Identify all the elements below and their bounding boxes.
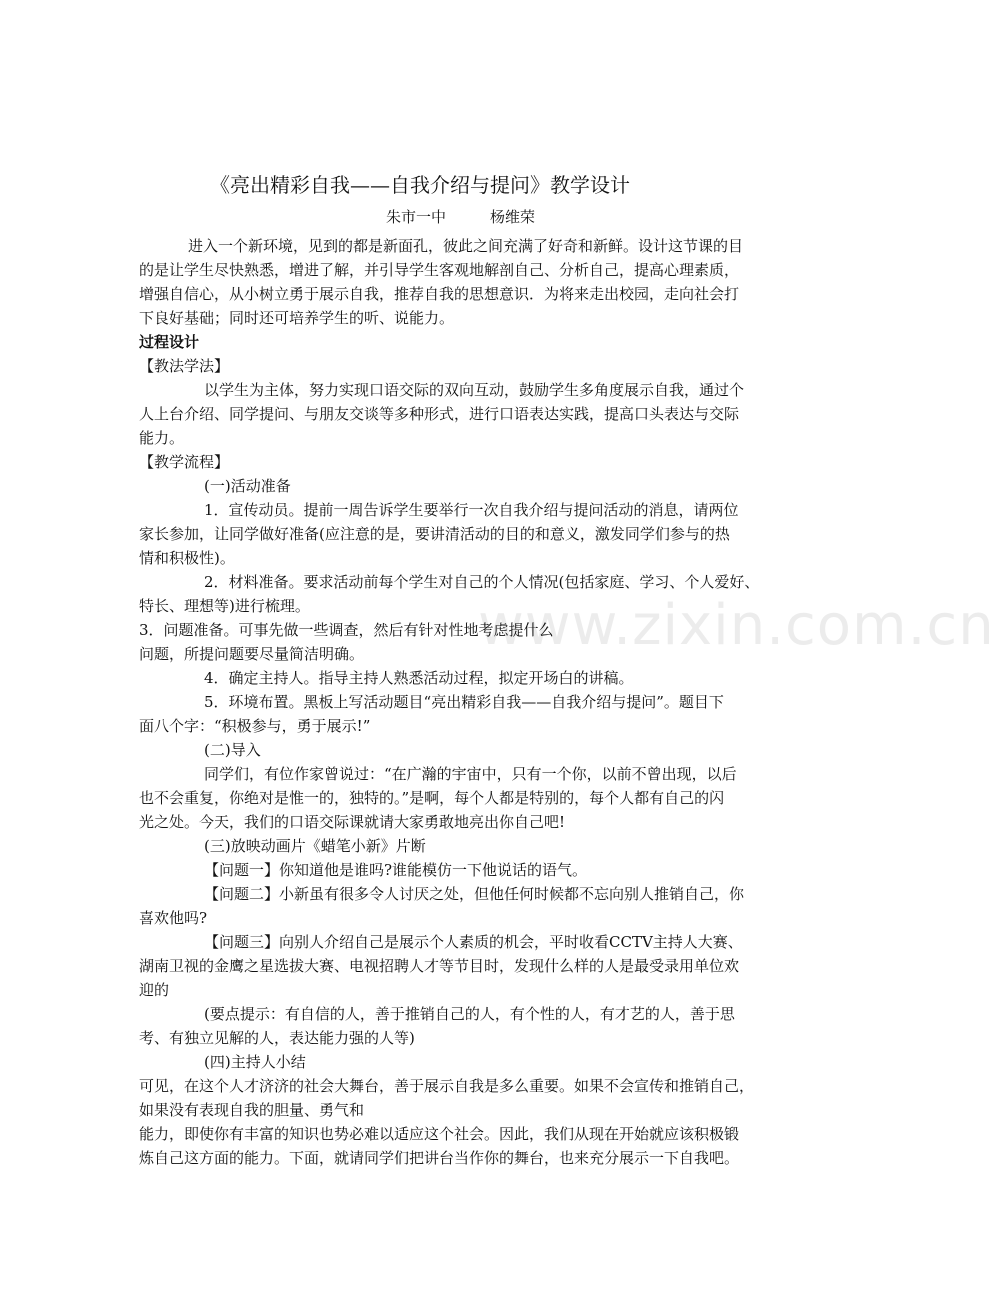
text-line: 如果没有表现自我的胆量、勇气和	[139, 1101, 365, 1119]
text-line: 能力。	[139, 429, 185, 447]
document-title: 《亮出精彩自我——自我介绍与提问》教学设计	[210, 173, 630, 197]
document-title-line	[0, 172, 920, 198]
question-line: 【问题二】小新虽有很多令人讨厌之处，但他任何时候都不忘向别人推销自己，你	[204, 885, 745, 903]
text-line: 的是让学生尽快熟悉，增进了解，并引导学生客观地解剖自己、分析自己，提高心理素质，	[139, 261, 740, 279]
text-line: 同学们，有位作家曾说过：“在广瀚的宇宙中，只有一个你，以前不曾出现，以后	[204, 765, 737, 783]
text-line: 光之处。今天，我们的口语交际课就请大家勇敢地亮出你自己吧!	[139, 813, 566, 831]
text-line: 家长参加，让同学做好准备(应注意的是，要讲清活动的目的和意义，激发同学们参与的热	[139, 525, 730, 543]
subsection-heading: 【教学流程】	[139, 453, 230, 471]
step-heading: (四)主持人小结	[204, 1053, 306, 1071]
text-line: 特长、理想等)进行梳理。	[139, 597, 310, 615]
text-line: 2．材料准备。要求活动前每个学生对自己的个人情况(包括家庭、学习、个人爱好、	[204, 573, 760, 591]
step-heading: (二)导入	[204, 741, 261, 759]
subsection-heading: 【教法学法】	[139, 357, 230, 375]
text-line: 5．环境布置。黑板上写活动题目“亮出精彩自我——自我介绍与提问”。题目下	[204, 693, 724, 711]
text-line: 面八个字：“积极参与，勇于展示!”	[139, 717, 371, 735]
text-line: 情和积极性)。	[139, 549, 235, 567]
section-heading: 过程设计	[139, 333, 200, 351]
step-heading: (三)放映动画片《蜡笔小新》片断	[204, 837, 426, 855]
text-line: 喜欢他吗?	[139, 909, 208, 927]
text-line: (要点提示：有自信的人，善于推销自己的人，有个性的人，有才艺的人，善于思	[204, 1005, 735, 1023]
watermark: www.zixin.com.cn	[478, 593, 995, 658]
text-line: 增强自信心，从小树立勇于展示自我，推荐自我的思想意识．为将来走出校园，走向社会打	[139, 285, 740, 303]
text-line: 问题，所提问题要尽量简洁明确。	[139, 645, 365, 663]
text-line: 人上台介绍、同学提问、与朋友交谈等多种形式，进行口语表达实践，提高口头表达与交际	[139, 405, 740, 423]
question-line: 【问题三】向别人介绍自己是展示个人素质的机会，平时收看CCTV主持人大赛、	[204, 933, 743, 951]
text-line: 下良好基础；同时还可培养学生的听、说能力。	[139, 309, 455, 327]
text-line: 可见，在这个人才济济的社会大舞台，善于展示自我是多么重要。如果不会宣传和推销自己，	[139, 1077, 755, 1095]
step-heading: (一)活动准备	[204, 477, 291, 495]
author-name: 杨维荣	[490, 208, 536, 226]
text-line: 也不会重复，你绝对是惟一的，独特的。”是啊，每个人都是特别的，每个人都有自己的闪	[139, 789, 725, 807]
text-line: 进入一个新环境，见到的都是新面孔，彼此之间充满了好奇和新鲜。设计这节课的目	[188, 237, 744, 255]
text-line: 炼自己这方面的能力。下面，就请同学们把讲台当作你的舞台，也来充分展示一下自我吧。	[139, 1149, 740, 1167]
question-line: 【问题一】你知道他是谁吗?谁能模仿一下他说话的语气。	[204, 861, 588, 879]
text-line: 考、有独立见解的人，表达能力强的人等)	[139, 1029, 415, 1047]
text-line: 3．问题准备。可事先做一些调查，然后有针对性地考虑提什么	[139, 621, 554, 639]
text-line: 能力，即使你有丰富的知识也势必难以适应这个社会。因此，我们从现在开始就应该积极锻	[139, 1125, 740, 1143]
author-school: 朱市一中	[386, 208, 447, 226]
text-line: 1．宣传动员。提前一周告诉学生要举行一次自我介绍与提问活动的消息，请两位	[204, 501, 739, 519]
text-line: 迎的	[139, 981, 170, 999]
text-line: 湖南卫视的金鹰之星选拔大赛、电视招聘人才等节目时，发现什么样的人是最受录用单位欢	[139, 957, 740, 975]
text-line: 4．确定主持人。指导主持人熟悉活动过程，拟定开场白的讲稿。	[204, 669, 634, 687]
text-line: 以学生为主体，努力实现口语交际的双向互动，鼓励学生多角度展示自我，通过个	[204, 381, 745, 399]
byline	[0, 207, 920, 227]
